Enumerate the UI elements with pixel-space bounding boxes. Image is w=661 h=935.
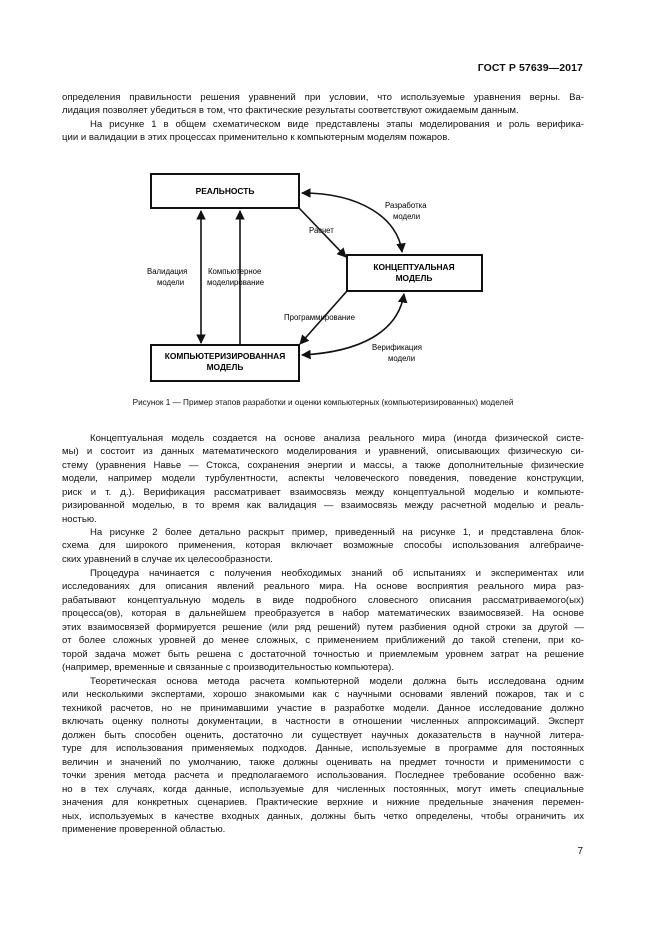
computerized-label-2: МОДЕЛЬ <box>206 362 244 372</box>
figure-diagram <box>0 150 661 390</box>
text-line: значения для конкретных сценариев. Практические верхние и нижние предельные значения перемен- <box>62 797 584 809</box>
conceptual-label-2: МОДЕЛЬ <box>395 273 433 283</box>
text-line: ных, используемых в качестве входных данных, должны быть четко определены, чтобы ограничить их <box>62 810 584 822</box>
text-line: торой задача может быть решена с достаточной точностью и приемлемым уровнем затрат на решение <box>62 648 584 660</box>
document-header: ГОСТ Р 57639—2017 <box>477 62 583 74</box>
text-line: но в тех случаях, когда данные, используемые для численных постоянных, могут иметь специальные <box>62 783 584 795</box>
text-line: или несколькими экспертами, хорошо знакомыми как с научными основами явлений пожаров, так и с <box>62 689 584 701</box>
text-line: На рисунке 1 в общем схематическом виде представлены этапы моделирования и роль верифика- <box>90 119 584 130</box>
computer-modeling-label-2: моделирование <box>207 278 265 287</box>
text-line: техникой расчетов, но не принимавшими участие в разработке модели. Данное исследование должно <box>62 702 584 714</box>
page-number: 7 <box>577 846 583 857</box>
verification-label-2: модели <box>388 354 416 363</box>
programming-label: Программирование <box>284 313 355 322</box>
text-line: (например, временные и связанные с производительностью компьютера). <box>62 662 395 674</box>
computerized-label-1: КОМПЬЮТЕРИЗИРОВАННАЯ <box>164 351 286 361</box>
text-line: модели, например модели турбулентности, аспекты человеческого поведения, поведение конструкции, <box>62 473 584 485</box>
development-label-1: Разработка <box>385 201 427 210</box>
text-line: определения правильности решения уравнений при условии, что используемые уравнения верны. Ва- <box>62 92 584 103</box>
paragraph-3 <box>62 432 584 526</box>
reality-label: РЕАЛЬНОСТЬ <box>195 186 255 196</box>
text-line: ских уравнений в случае их целесообразности. <box>62 553 273 565</box>
paragraph-4 <box>62 526 584 566</box>
text-line: ностью. <box>62 513 97 525</box>
text-line: включать оценку полноты документации, в частности в отношении численных аппроксимаций. Эксперт <box>62 716 584 728</box>
text-line: схема для широкого применения, которая включает возможные способы использования алгебраиче- <box>62 540 584 552</box>
development-label-2: модели <box>393 212 421 221</box>
validation-label-2: модели <box>157 278 185 287</box>
text-line: исследованиях для описания явлений реального мира. На основе восприятия реального мира раз- <box>62 581 584 593</box>
text-line: применение проверенной областью. <box>62 823 226 835</box>
paragraph-1 <box>62 91 584 118</box>
text-line: процесса(ов), которая в дальнейшем преобразуется в набор математических взаимосвязей. На основе <box>62 608 584 620</box>
text-line: туре для использования применяемых подходов. Данные, используемые в программе для постоянных <box>62 743 584 755</box>
figure-caption: Рисунок 1 — Пример этапов разработки и оценки компьютерных (компьютеризированных) моделей <box>132 398 514 407</box>
text-line: величин и значений по умолчанию, также должны оценивать на предмет точности и применимости с <box>62 756 584 768</box>
text-line: рабатывают концептуальную модель в виде подробного словесного описания рассматриваемого(ых) <box>62 594 584 606</box>
validation-label-1: Валидация <box>147 267 188 276</box>
text-line: На рисунке 2 более детально раскрыт пример, приведенный на рисунке 1, и представлена блок- <box>90 527 584 538</box>
text-line: лидация позволяет убедиться в том, что фактические результаты соответствуют ожидаемым данным. <box>62 105 519 117</box>
text-line: Процедура начинается с получения необходимых знаний об испытаниях и экспериментах или <box>90 568 584 579</box>
text-line: Концептуальная модель создается на основе анализа реального мира (иногда физической систе- <box>90 433 584 444</box>
text-line: ции и валидации в этих процессах применительно к компьютерным моделям пожаров. <box>62 132 451 144</box>
paragraph-2 <box>62 118 584 145</box>
verification-label-1: Верификация <box>372 343 422 352</box>
text-line: точки зрения метода расчета и предполагаемого использования. Последнее требование особенно важ- <box>62 770 584 782</box>
text-line: этих взаимосвязей формируется решение (или ряд решений) путем разбиения одной строки за другой — <box>62 621 584 633</box>
text-line: мы) и состоит из данных математического моделирования и уравнений, описывающих физическую си- <box>62 446 584 458</box>
text-line: должен быть способен оценить, достаточно ли существует научных доказательств в научной литера- <box>62 729 584 741</box>
text-line: от более сложных уровней до менее сложных, с применением приближений до такой степени, при ко- <box>62 635 584 647</box>
text-line: Теоретическая основа метода расчета компьютерной модели должна быть исследована одним <box>90 676 584 687</box>
calculation-label: Расчет <box>309 226 334 235</box>
paragraph-5 <box>62 567 584 675</box>
paragraph-6 <box>62 675 584 836</box>
text-line: риск и т. д.). Верификация рассматривает взаимосвязь между концептуальной моделью и компьюте- <box>62 486 584 498</box>
text-line: стему (уравнения Навье — Стокса, сохранения энергии и массы, а также дополнительные физические <box>62 459 584 471</box>
computer-modeling-label-1: Компьютерное <box>208 267 262 276</box>
conceptual-label-1: КОНЦЕПТУАЛЬНАЯ <box>373 262 455 272</box>
text-line: ризированной моделью, в то время как валидация — взаимосвязь между расчетной моделью и реаль- <box>62 500 584 512</box>
